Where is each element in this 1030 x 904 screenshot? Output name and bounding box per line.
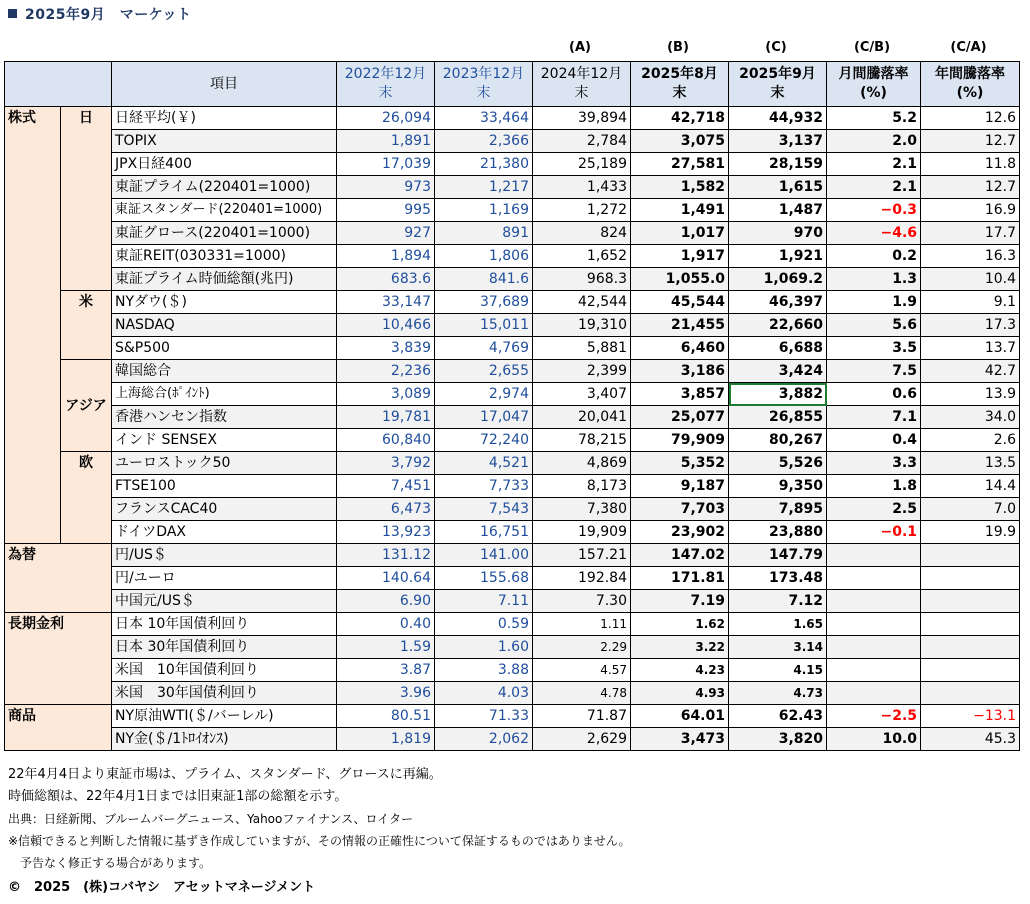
item-name: NY金(＄/1ﾄﾛｲｵﾝｽ) — [112, 728, 337, 751]
value-2022: 1,894 — [337, 245, 435, 268]
yearly-change: 12.6 — [921, 107, 1020, 130]
item-name: TOPIX — [112, 130, 337, 153]
item-name: S&P500 — [112, 337, 337, 360]
table-row — [5, 521, 1020, 544]
monthly-change — [827, 590, 921, 613]
value-2025-9: 62.43 — [729, 705, 827, 728]
value-2023: 1,806 — [435, 245, 533, 268]
value-2025-8: 27,581 — [631, 153, 729, 176]
item-name: 中国元/US＄ — [112, 590, 337, 613]
value-2025-9: 5,526 — [729, 452, 827, 475]
yearly-change — [921, 613, 1020, 636]
value-2025-8: 1,917 — [631, 245, 729, 268]
value-2023: 4.03 — [435, 682, 533, 705]
yearly-change: 13.7 — [921, 337, 1020, 360]
value-2022: 3.87 — [337, 659, 435, 682]
category-fx: 為替 — [5, 544, 112, 613]
value-2025-9: 80,267 — [729, 429, 827, 452]
value-2025-9: 147.79 — [729, 544, 827, 567]
item-name: 東証グロース(220401=1000) — [112, 222, 337, 245]
value-2022: 60,840 — [337, 429, 435, 452]
value-2022: 3.96 — [337, 682, 435, 705]
value-2025-8: 5,352 — [631, 452, 729, 475]
monthly-change: 2.5 — [827, 498, 921, 521]
value-2025-8: 45,544 — [631, 291, 729, 314]
value-2025-9: 3,820 — [729, 728, 827, 751]
table-row — [5, 682, 1020, 705]
value-2025-9: 9,350 — [729, 475, 827, 498]
table-row — [5, 153, 1020, 176]
monthly-change: −0.1 — [827, 521, 921, 544]
value-2022: 17,039 — [337, 153, 435, 176]
value-2024: 1.11 — [533, 613, 631, 636]
monthly-change: −0.3 — [827, 199, 921, 222]
value-2024: 19,310 — [533, 314, 631, 337]
monthly-change: 2.0 — [827, 130, 921, 153]
value-2025-8: 1,491 — [631, 199, 729, 222]
monthly-change: 0.2 — [827, 245, 921, 268]
value-2025-9: 44,932 — [729, 107, 827, 130]
value-2023: 2,366 — [435, 130, 533, 153]
table-row — [5, 107, 1020, 130]
monthly-change — [827, 613, 921, 636]
value-2024: 2,784 — [533, 130, 631, 153]
value-2023: 4,521 — [435, 452, 533, 475]
value-2025-8: 64.01 — [631, 705, 729, 728]
value-2023: 1.60 — [435, 636, 533, 659]
monthly-change: 1.8 — [827, 475, 921, 498]
yearly-change: 16.3 — [921, 245, 1020, 268]
note-revision: 予告なく修正する場合があります。 — [8, 856, 212, 870]
header-2024: 2024年12月 末 — [533, 62, 631, 107]
col-mark-cb: (C/B) — [853, 40, 891, 55]
value-2023: 4,769 — [435, 337, 533, 360]
category-commodities: 商品 — [5, 705, 112, 751]
value-2022: 2,236 — [337, 360, 435, 383]
value-2025-9: 26,855 — [729, 406, 827, 429]
item-name: 東証プライム時価総額(兆円) — [112, 268, 337, 291]
yearly-change — [921, 590, 1020, 613]
value-2025-9: 3,424 — [729, 360, 827, 383]
value-2025-8: 4.93 — [631, 682, 729, 705]
value-2024: 824 — [533, 222, 631, 245]
value-2024: 20,041 — [533, 406, 631, 429]
value-2022: 683.6 — [337, 268, 435, 291]
table-row — [5, 728, 1020, 751]
yearly-change: 17.7 — [921, 222, 1020, 245]
value-2025-9: 1,069.2 — [729, 268, 827, 291]
subcategory-europe: 欧 — [61, 452, 112, 544]
note-1: 22年4月4日より東証市場は、プライム、スタンダード、グロースに再編。 — [8, 767, 442, 782]
value-2023: 17,047 — [435, 406, 533, 429]
header-item: 項目 — [112, 62, 337, 107]
table-row — [5, 590, 1020, 613]
table-row — [5, 544, 1020, 567]
value-2023: 1,169 — [435, 199, 533, 222]
monthly-change: 2.1 — [827, 176, 921, 199]
value-2023: 21,380 — [435, 153, 533, 176]
value-2022: 1,819 — [337, 728, 435, 751]
monthly-change: 3.3 — [827, 452, 921, 475]
subcategory-asia: アジア — [61, 360, 112, 452]
value-2022: 10,466 — [337, 314, 435, 337]
table-row — [5, 567, 1020, 590]
value-2025-9: 4.15 — [729, 659, 827, 682]
yearly-change: 10.4 — [921, 268, 1020, 291]
value-2025-8: 7,703 — [631, 498, 729, 521]
yearly-change: 16.9 — [921, 199, 1020, 222]
item-name: ユーロストック50 — [112, 452, 337, 475]
value-2022: 995 — [337, 199, 435, 222]
value-2022: 3,839 — [337, 337, 435, 360]
monthly-change: 0.6 — [827, 383, 921, 406]
item-name: JPX日経400 — [112, 153, 337, 176]
monthly-change: 0.4 — [827, 429, 921, 452]
header-yearly: 年間騰落率 (%) — [921, 62, 1020, 107]
monthly-change: −4.6 — [827, 222, 921, 245]
value-2024: 3,407 — [533, 383, 631, 406]
value-2023: 0.59 — [435, 613, 533, 636]
item-name: 韓国総合 — [112, 360, 337, 383]
yearly-change: 13.5 — [921, 452, 1020, 475]
yearly-change: 2.6 — [921, 429, 1020, 452]
value-2022: 3,089 — [337, 383, 435, 406]
note-source: 出典：日経新聞、ブルームバーグニュース、Yahooファイナンス、ロイター — [8, 812, 414, 826]
value-2024: 1,652 — [533, 245, 631, 268]
value-2023: 16,751 — [435, 521, 533, 544]
value-2024: 2,629 — [533, 728, 631, 751]
value-2022: 3,792 — [337, 452, 435, 475]
value-2024: 192.84 — [533, 567, 631, 590]
monthly-change: 2.1 — [827, 153, 921, 176]
yearly-change: 14.4 — [921, 475, 1020, 498]
monthly-change — [827, 682, 921, 705]
item-name: 円/ユーロ — [112, 567, 337, 590]
value-2022: 131.12 — [337, 544, 435, 567]
value-2023: 33,464 — [435, 107, 533, 130]
item-name: 東証REIT(030331=1000) — [112, 245, 337, 268]
header-2025-8: 2025年8月 末 — [631, 62, 729, 107]
value-2024: 7.30 — [533, 590, 631, 613]
item-name: FTSE100 — [112, 475, 337, 498]
value-2024: 4,869 — [533, 452, 631, 475]
value-2025-8: 3,075 — [631, 130, 729, 153]
value-2025-8: 147.02 — [631, 544, 729, 567]
yearly-change: 34.0 — [921, 406, 1020, 429]
item-name: NASDAQ — [112, 314, 337, 337]
table-row — [5, 475, 1020, 498]
header-monthly: 月間騰落率 (%) — [827, 62, 921, 107]
col-mark-ca: (C/A) — [950, 40, 987, 55]
value-2025-9: 22,660 — [729, 314, 827, 337]
value-2024: 78,215 — [533, 429, 631, 452]
header-2023: 2023年12月 末 — [435, 62, 533, 107]
value-2024: 2.29 — [533, 636, 631, 659]
monthly-change: 1.9 — [827, 291, 921, 314]
value-2022: 1,891 — [337, 130, 435, 153]
value-2022: 6.90 — [337, 590, 435, 613]
value-2025-8: 3,473 — [631, 728, 729, 751]
notes — [8, 764, 631, 874]
value-2023: 841.6 — [435, 268, 533, 291]
yearly-change: 17.3 — [921, 314, 1020, 337]
value-2022: 973 — [337, 176, 435, 199]
value-2024: 7,380 — [533, 498, 631, 521]
table-row — [5, 406, 1020, 429]
category-rates: 長期金利 — [5, 613, 112, 705]
value-2025-9: 46,397 — [729, 291, 827, 314]
yearly-change: 19.9 — [921, 521, 1020, 544]
value-2023: 2,655 — [435, 360, 533, 383]
monthly-change — [827, 659, 921, 682]
monthly-change: 5.2 — [827, 107, 921, 130]
value-2025-8: 1,582 — [631, 176, 729, 199]
value-2025-9: 1,921 — [729, 245, 827, 268]
yearly-change — [921, 659, 1020, 682]
value-2023: 7,733 — [435, 475, 533, 498]
value-2023: 3.88 — [435, 659, 533, 682]
monthly-change: 7.1 — [827, 406, 921, 429]
monthly-change — [827, 567, 921, 590]
value-2024: 8,173 — [533, 475, 631, 498]
value-2025-8: 79,909 — [631, 429, 729, 452]
value-2024: 4.57 — [533, 659, 631, 682]
value-2023: 141.00 — [435, 544, 533, 567]
item-name: NYダウ(＄) — [112, 291, 337, 314]
value-2025-9: 28,159 — [729, 153, 827, 176]
value-2022: 7,451 — [337, 475, 435, 498]
col-mark-b: (B) — [667, 40, 689, 55]
item-name: 米国 30年国債利回り — [112, 682, 337, 705]
value-2025-8: 4.23 — [631, 659, 729, 682]
table-row — [5, 199, 1020, 222]
yearly-change — [921, 636, 1020, 659]
value-2024: 968.3 — [533, 268, 631, 291]
value-2025-8: 1,055.0 — [631, 268, 729, 291]
value-2022: 13,923 — [337, 521, 435, 544]
yearly-change: 42.7 — [921, 360, 1020, 383]
header-row — [5, 62, 1020, 107]
table-row — [5, 337, 1020, 360]
table-row — [5, 659, 1020, 682]
item-name: 日経平均(￥) — [112, 107, 337, 130]
value-2022: 1.59 — [337, 636, 435, 659]
monthly-change — [827, 636, 921, 659]
subcategory-japan: 日 — [61, 107, 112, 291]
value-2025-9: 3.14 — [729, 636, 827, 659]
value-2025-9: 1.65 — [729, 613, 827, 636]
table-row — [5, 705, 1020, 728]
selected-cell[interactable]: 3,882 — [729, 383, 827, 406]
table-row — [5, 130, 1020, 153]
table-row — [5, 498, 1020, 521]
page-title: 2025年9月 マーケット — [8, 4, 192, 24]
table-row — [5, 452, 1020, 475]
value-2023: 7,543 — [435, 498, 533, 521]
value-2025-8: 3.22 — [631, 636, 729, 659]
value-2025-9: 3,137 — [729, 130, 827, 153]
value-2022: 19,781 — [337, 406, 435, 429]
value-2025-8: 9,187 — [631, 475, 729, 498]
col-mark-c: (C) — [765, 40, 787, 55]
yearly-change — [921, 682, 1020, 705]
value-2024: 25,189 — [533, 153, 631, 176]
value-2023: 2,974 — [435, 383, 533, 406]
monthly-change: −2.5 — [827, 705, 921, 728]
value-2022: 927 — [337, 222, 435, 245]
table-row — [5, 314, 1020, 337]
header-blank — [5, 62, 112, 107]
yearly-change: 7.0 — [921, 498, 1020, 521]
header-2025-9: 2025年9月 末 — [729, 62, 827, 107]
monthly-change: 3.5 — [827, 337, 921, 360]
item-name: NY原油WTI(＄/バーレル) — [112, 705, 337, 728]
value-2025-8: 6,460 — [631, 337, 729, 360]
value-2024: 39,894 — [533, 107, 631, 130]
value-2025-9: 4.73 — [729, 682, 827, 705]
monthly-change: 5.6 — [827, 314, 921, 337]
monthly-change: 1.3 — [827, 268, 921, 291]
value-2024: 2,399 — [533, 360, 631, 383]
value-2023: 72,240 — [435, 429, 533, 452]
value-2025-9: 6,688 — [729, 337, 827, 360]
yearly-change: −13.1 — [921, 705, 1020, 728]
yearly-change: 11.8 — [921, 153, 1020, 176]
yearly-change: 12.7 — [921, 176, 1020, 199]
value-2024: 1,433 — [533, 176, 631, 199]
item-name: 上海総合(ﾎﾟｲﾝﾄ) — [112, 383, 337, 406]
value-2025-8: 171.81 — [631, 567, 729, 590]
value-2025-9: 23,880 — [729, 521, 827, 544]
value-2022: 6,473 — [337, 498, 435, 521]
table-row — [5, 176, 1020, 199]
column-markers — [0, 40, 1030, 58]
item-name: 香港ハンセン指数 — [112, 406, 337, 429]
subcategory-us: 米 — [61, 291, 112, 360]
category-stocks: 株式 — [5, 107, 61, 544]
value-2024: 5,881 — [533, 337, 631, 360]
item-name: 東証スタンダード(220401=1000) — [112, 199, 337, 222]
copyright: © 2025 (株)コバヤシ アセットマネージメント — [8, 880, 316, 895]
value-2025-8: 3,186 — [631, 360, 729, 383]
value-2025-9: 173.48 — [729, 567, 827, 590]
table-row — [5, 291, 1020, 314]
value-2025-8: 21,455 — [631, 314, 729, 337]
value-2023: 155.68 — [435, 567, 533, 590]
value-2025-9: 1,615 — [729, 176, 827, 199]
header-2022: 2022年12月 末 — [337, 62, 435, 107]
monthly-change — [827, 544, 921, 567]
value-2023: 891 — [435, 222, 533, 245]
table-row — [5, 613, 1020, 636]
table-row — [5, 636, 1020, 659]
value-2024: 19,909 — [533, 521, 631, 544]
square-bullet-icon — [8, 9, 17, 18]
value-2025-8: 3,857 — [631, 383, 729, 406]
value-2023: 37,689 — [435, 291, 533, 314]
col-mark-a: (A) — [569, 40, 591, 55]
note-disclaimer: ※信頼できると判断した情報に基ずき作成していますが、その情報の正確性について保証するものではありません。 — [8, 834, 631, 848]
value-2024: 42,544 — [533, 291, 631, 314]
value-2023: 71.33 — [435, 705, 533, 728]
table-row — [5, 222, 1020, 245]
value-2025-8: 1,017 — [631, 222, 729, 245]
value-2024: 157.21 — [533, 544, 631, 567]
yearly-change — [921, 544, 1020, 567]
value-2025-8: 42,718 — [631, 107, 729, 130]
value-2025-9: 970 — [729, 222, 827, 245]
value-2022: 26,094 — [337, 107, 435, 130]
item-name: 米国 10年国債利回り — [112, 659, 337, 682]
value-2025-8: 7.19 — [631, 590, 729, 613]
yearly-change: 45.3 — [921, 728, 1020, 751]
item-name: 日本 10年国債利回り — [112, 613, 337, 636]
value-2025-9: 7.12 — [729, 590, 827, 613]
item-name: 日本 30年国債利回り — [112, 636, 337, 659]
item-name: ドイツDAX — [112, 521, 337, 544]
table-row — [5, 383, 1020, 406]
value-2025-8: 1.62 — [631, 613, 729, 636]
yearly-change — [921, 567, 1020, 590]
item-name: インド SENSEX — [112, 429, 337, 452]
table-row — [5, 268, 1020, 291]
value-2023: 15,011 — [435, 314, 533, 337]
value-2025-8: 23,902 — [631, 521, 729, 544]
value-2024: 1,272 — [533, 199, 631, 222]
value-2022: 33,147 — [337, 291, 435, 314]
note-2: 時価総額は、22年4月1日までは旧東証1部の総額を示す。 — [8, 789, 348, 804]
value-2022: 140.64 — [337, 567, 435, 590]
value-2022: 0.40 — [337, 613, 435, 636]
value-2025-9: 7,895 — [729, 498, 827, 521]
item-name: 東証プライム(220401=1000) — [112, 176, 337, 199]
value-2023: 7.11 — [435, 590, 533, 613]
value-2024: 4.78 — [533, 682, 631, 705]
value-2025-9: 1,487 — [729, 199, 827, 222]
table-row — [5, 360, 1020, 383]
yearly-change: 9.1 — [921, 291, 1020, 314]
table-row — [5, 429, 1020, 452]
value-2025-8: 25,077 — [631, 406, 729, 429]
value-2022: 80.51 — [337, 705, 435, 728]
table-row — [5, 245, 1020, 268]
yearly-change: 12.7 — [921, 130, 1020, 153]
item-name: フランスCAC40 — [112, 498, 337, 521]
market-table — [4, 61, 1020, 751]
value-2024: 71.87 — [533, 705, 631, 728]
monthly-change: 10.0 — [827, 728, 921, 751]
item-name: 円/US＄ — [112, 544, 337, 567]
monthly-change: 7.5 — [827, 360, 921, 383]
value-2023: 2,062 — [435, 728, 533, 751]
value-2023: 1,217 — [435, 176, 533, 199]
yearly-change: 13.9 — [921, 383, 1020, 406]
